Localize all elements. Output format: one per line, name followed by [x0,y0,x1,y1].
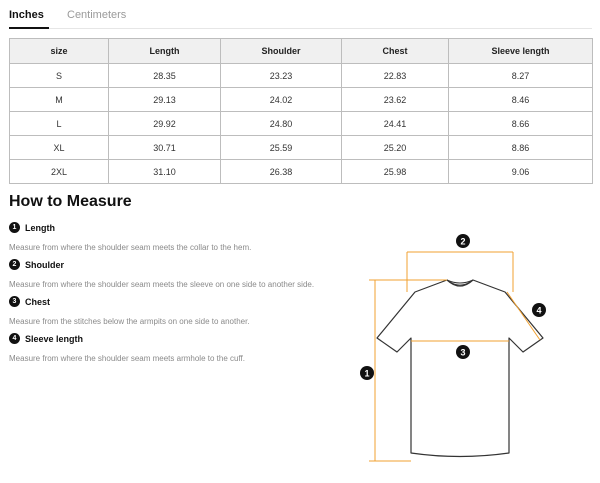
measure-description: Measure from where the shoulder seam meets the sleeve on one side to another side. [9,280,315,289]
table-cell: 8.46 [449,88,593,112]
table-cell: L [10,112,109,136]
table-cell: 26.38 [221,160,342,184]
tab-inches[interactable]: Inches [9,9,44,21]
svg-text:3: 3 [460,347,466,358]
table-header-row [10,39,593,64]
measure-label: Chest [25,296,51,307]
measure-item-sleeve-length [9,333,245,363]
svg-text:4: 4 [536,305,542,316]
measure-item-length [9,222,251,252]
number-badge: 2 [9,259,20,270]
table-cell: 8.27 [449,64,593,88]
table-cell: 29.92 [109,112,221,136]
measure-description: Measure from where the shoulder seam meets armhole to the cuff. [9,354,245,363]
active-tab-indicator [9,27,49,29]
number-badge: 4 [9,333,20,344]
number-badge: 3 [9,296,20,307]
table-cell: 23.62 [342,88,449,112]
table-cell: 25.59 [221,136,342,160]
table-cell: S [10,64,109,88]
table-cell: 30.71 [109,136,221,160]
measure-label: Sleeve length [25,333,84,344]
table-cell: 9.06 [449,160,593,184]
table-cell: 8.86 [449,136,593,160]
how-to-measure-title: How to Measure [9,193,132,210]
measure-label: Length [25,222,55,233]
table-cell: 2XL [10,160,109,184]
tshirt-outline [377,280,543,457]
svg-text:2: 2 [460,236,466,247]
table-cell: 25.98 [342,160,449,184]
size-chart-table [9,38,593,184]
table-row [10,160,593,184]
table-cell: 22.83 [342,64,449,88]
svg-text:1: 1 [364,368,370,379]
header-shoulder: Shoulder [221,39,342,64]
table-cell: 31.10 [109,160,221,184]
measure-item-chest [9,296,250,326]
unit-tabs [9,0,592,29]
marker-3 [456,345,470,359]
table-cell: 28.35 [109,64,221,88]
table-cell: M [10,88,109,112]
header-sleeve-length: Sleeve length [449,39,593,64]
measure-description: Measure from the stitches below the armpits on one side to another. [9,317,250,326]
tshirt-diagram-svg [355,228,600,478]
table-row [10,112,593,136]
tab-centimeters[interactable]: Centimeters [67,9,127,21]
table-row [10,88,593,112]
table-cell: 8.66 [449,112,593,136]
measure-label: Shoulder [25,259,65,270]
table-cell: 29.13 [109,88,221,112]
table-cell: 24.41 [342,112,449,136]
header-size: size [10,39,109,64]
tshirt-measure-diagram [355,228,600,478]
table-cell: 23.23 [221,64,342,88]
measure-description: Measure from where the shoulder seam meets the collar to the hem. [9,243,252,252]
measure-item-shoulder [9,259,314,289]
marker-4 [532,303,546,317]
marker-1 [360,366,374,380]
table-cell: XL [10,136,109,160]
table-cell: 24.80 [221,112,342,136]
header-chest: Chest [342,39,449,64]
table-row [10,136,593,160]
marker-2 [456,234,470,248]
number-badge: 1 [9,222,20,233]
table-cell: 25.20 [342,136,449,160]
header-length: Length [109,39,221,64]
table-row [10,64,593,88]
table-cell: 24.02 [221,88,342,112]
